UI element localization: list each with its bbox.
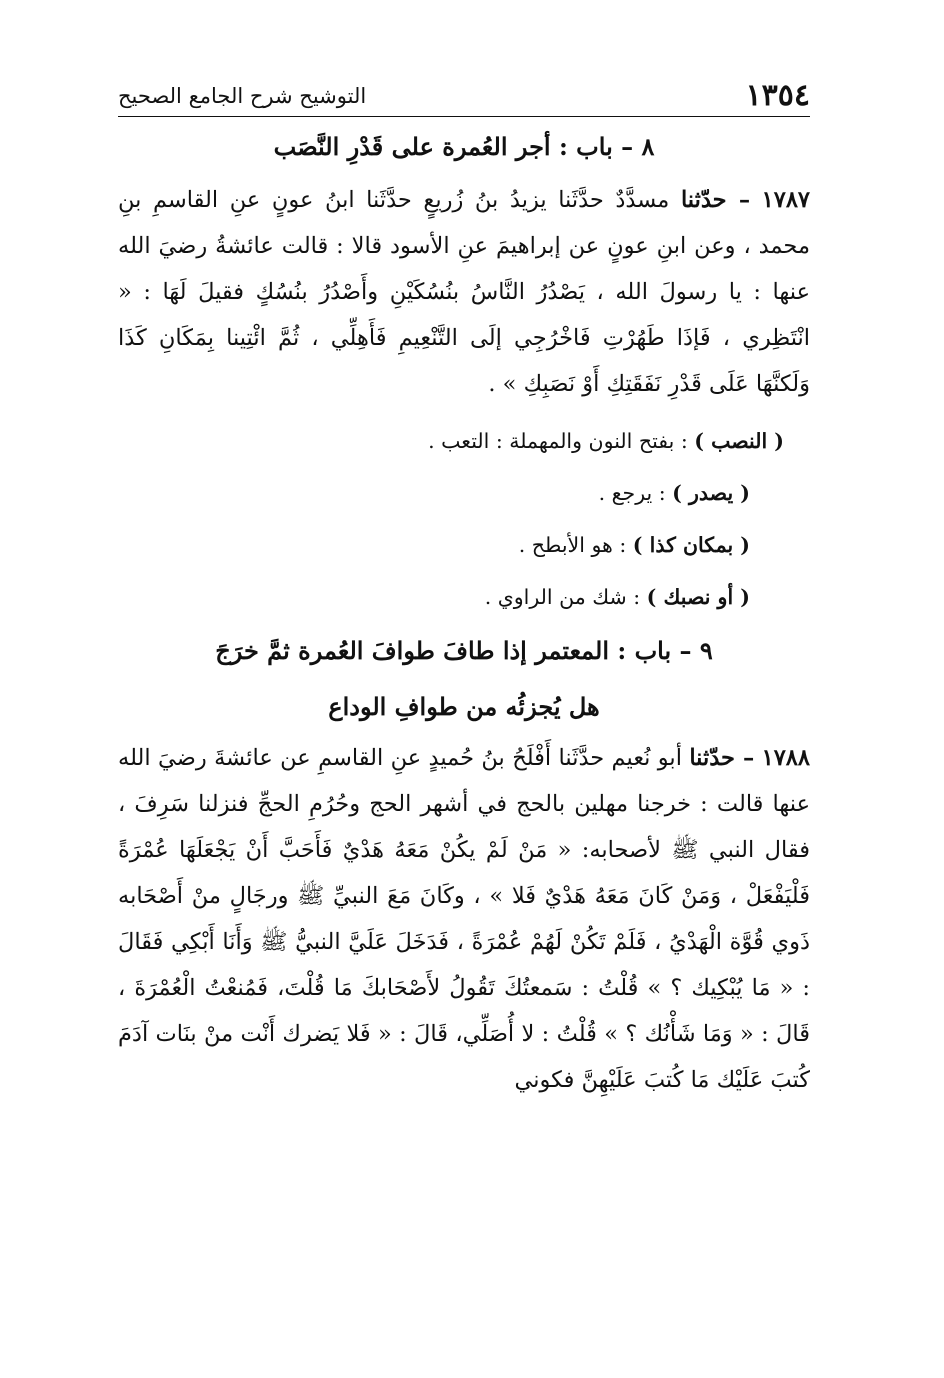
hadith-text: مسدَّدٌ حدَّثَنا يزيدُ بنُ زُريعٍ حدَّثَنا ابنُ عونٍ عنِ القاسمِ بنِ محمد ، وعن ابنِ عونٍ عن إبراهيمَ عنِ الأسود قالا : قالت عائشةُ رضيَ الله عنها : يا رسولَ الله ، يَصْدُرُ النَّاسُ بنُسُكَيْنِ وأَصْدُرُ بنُسُكٍ فقيلَ لَهَا : « انْتَظِري ، فَإذَا طَهُرْتِ فَاخْرُجِي إلَى التَّنْعِيمِ فَأَهِلِّي ، ثُمَّ ائْتِينا بِمَكَانِ كَذَا وَلَكنَّهَا عَلَى قَدْرِ نَفَقَتِكِ أَوْ نَصَبِكِ » . bbox=[118, 187, 810, 397]
hadith-lead: – حدّثنا bbox=[689, 745, 755, 771]
gloss-term: ( بمكان كذا ) bbox=[632, 533, 750, 557]
gloss-item bbox=[118, 571, 810, 623]
hadith-lead: – حدّثنا bbox=[680, 187, 751, 213]
gloss-text: : يرجع . bbox=[598, 481, 673, 505]
hadith-number: ١٧٨٨ bbox=[761, 745, 810, 771]
chapter-heading-8: ٨ – باب : أجر العُمرة على قَدْرِ النَّصَب bbox=[273, 132, 655, 161]
book-page bbox=[118, 70, 810, 1103]
gloss-item bbox=[118, 415, 810, 467]
page-number: ١٣٥٤ bbox=[745, 78, 810, 113]
gloss-text: : هو الأبطح . bbox=[518, 533, 633, 557]
gloss-term: ( النصب ) bbox=[694, 429, 784, 453]
gloss-term: ( يصدر ) bbox=[672, 481, 750, 505]
hadith-number: ١٧٨٧ bbox=[761, 187, 810, 213]
gloss-text: : بفتح النون والمهملة : التعب . bbox=[428, 429, 695, 453]
running-title: التوشيح شرح الجامع الصحيح bbox=[118, 84, 367, 108]
gloss-item bbox=[118, 467, 810, 519]
hadith-text: أبو نُعيم حدَّثَنا أَفْلَحُ بنُ حُميدٍ عنِ القاسمِ عن عائشةَ رضيَ الله عنها قالت : خرجنا مهلين بالحج في أشهر الحج وحُرُمِ الحجِّ فنزلنا سَرِفَ ، فقال النبي ﷺ لأصحابه: « مَنْ لَمْ يكُنْ مَعَهُ هَدْيٌ فَأَحَبَّ أَنْ يَجْعَلَهَا عُمْرَةً فَلْيَفْعَلْ ، وَمَنْ كَانَ مَعَهُ هَدْيٌ فَلا » ، وكَانَ مَعَ النبيِّ ﷺ ورجَالٍ منْ أَصْحَابه ذَوي قُوَّة الْهَدْيُ ، فَلَمْ تَكُنْ لَهُمْ عُمْرَةً ، فَدَخَلَ عَلَيَّ النبيُّ ﷺ وَأَنَا أَبْكِي فَقَالَ : « مَا يُبْكِيك ؟ » قُلْتُ : سَمعتُكَ تَقُولُ لأَصْحَابكَ مَا قُلْتَ، فَمُنعْتُ الْعُمْرَةَ ، قَالَ : « وَمَا شَأْنُك ؟ » قُلْتُ : لا أُصَلِّي، قَالَ : « فَلا يَضرك أَنْت منْ بنَات آدَمَ كُتبَ عَلَيْك مَا كُتبَ عَلَيْهِنَّ فكوني bbox=[118, 745, 810, 1093]
page-header bbox=[118, 70, 810, 114]
gloss-term: ( أو نصبك ) bbox=[646, 585, 750, 609]
chapter-heading-9-line1: ٩ – باب : المعتمر إذا طافَ طوافَ العُمرة ثمَّ خرَجَ bbox=[215, 636, 713, 665]
hadith-1787 bbox=[118, 177, 810, 407]
hadith-1788 bbox=[118, 735, 810, 1103]
gloss-text: : شك من الراوي . bbox=[484, 585, 647, 609]
chapter-heading-9-line2: هل يُجزئُه من طوافِ الوداع bbox=[328, 692, 600, 721]
gloss-item bbox=[118, 519, 810, 571]
